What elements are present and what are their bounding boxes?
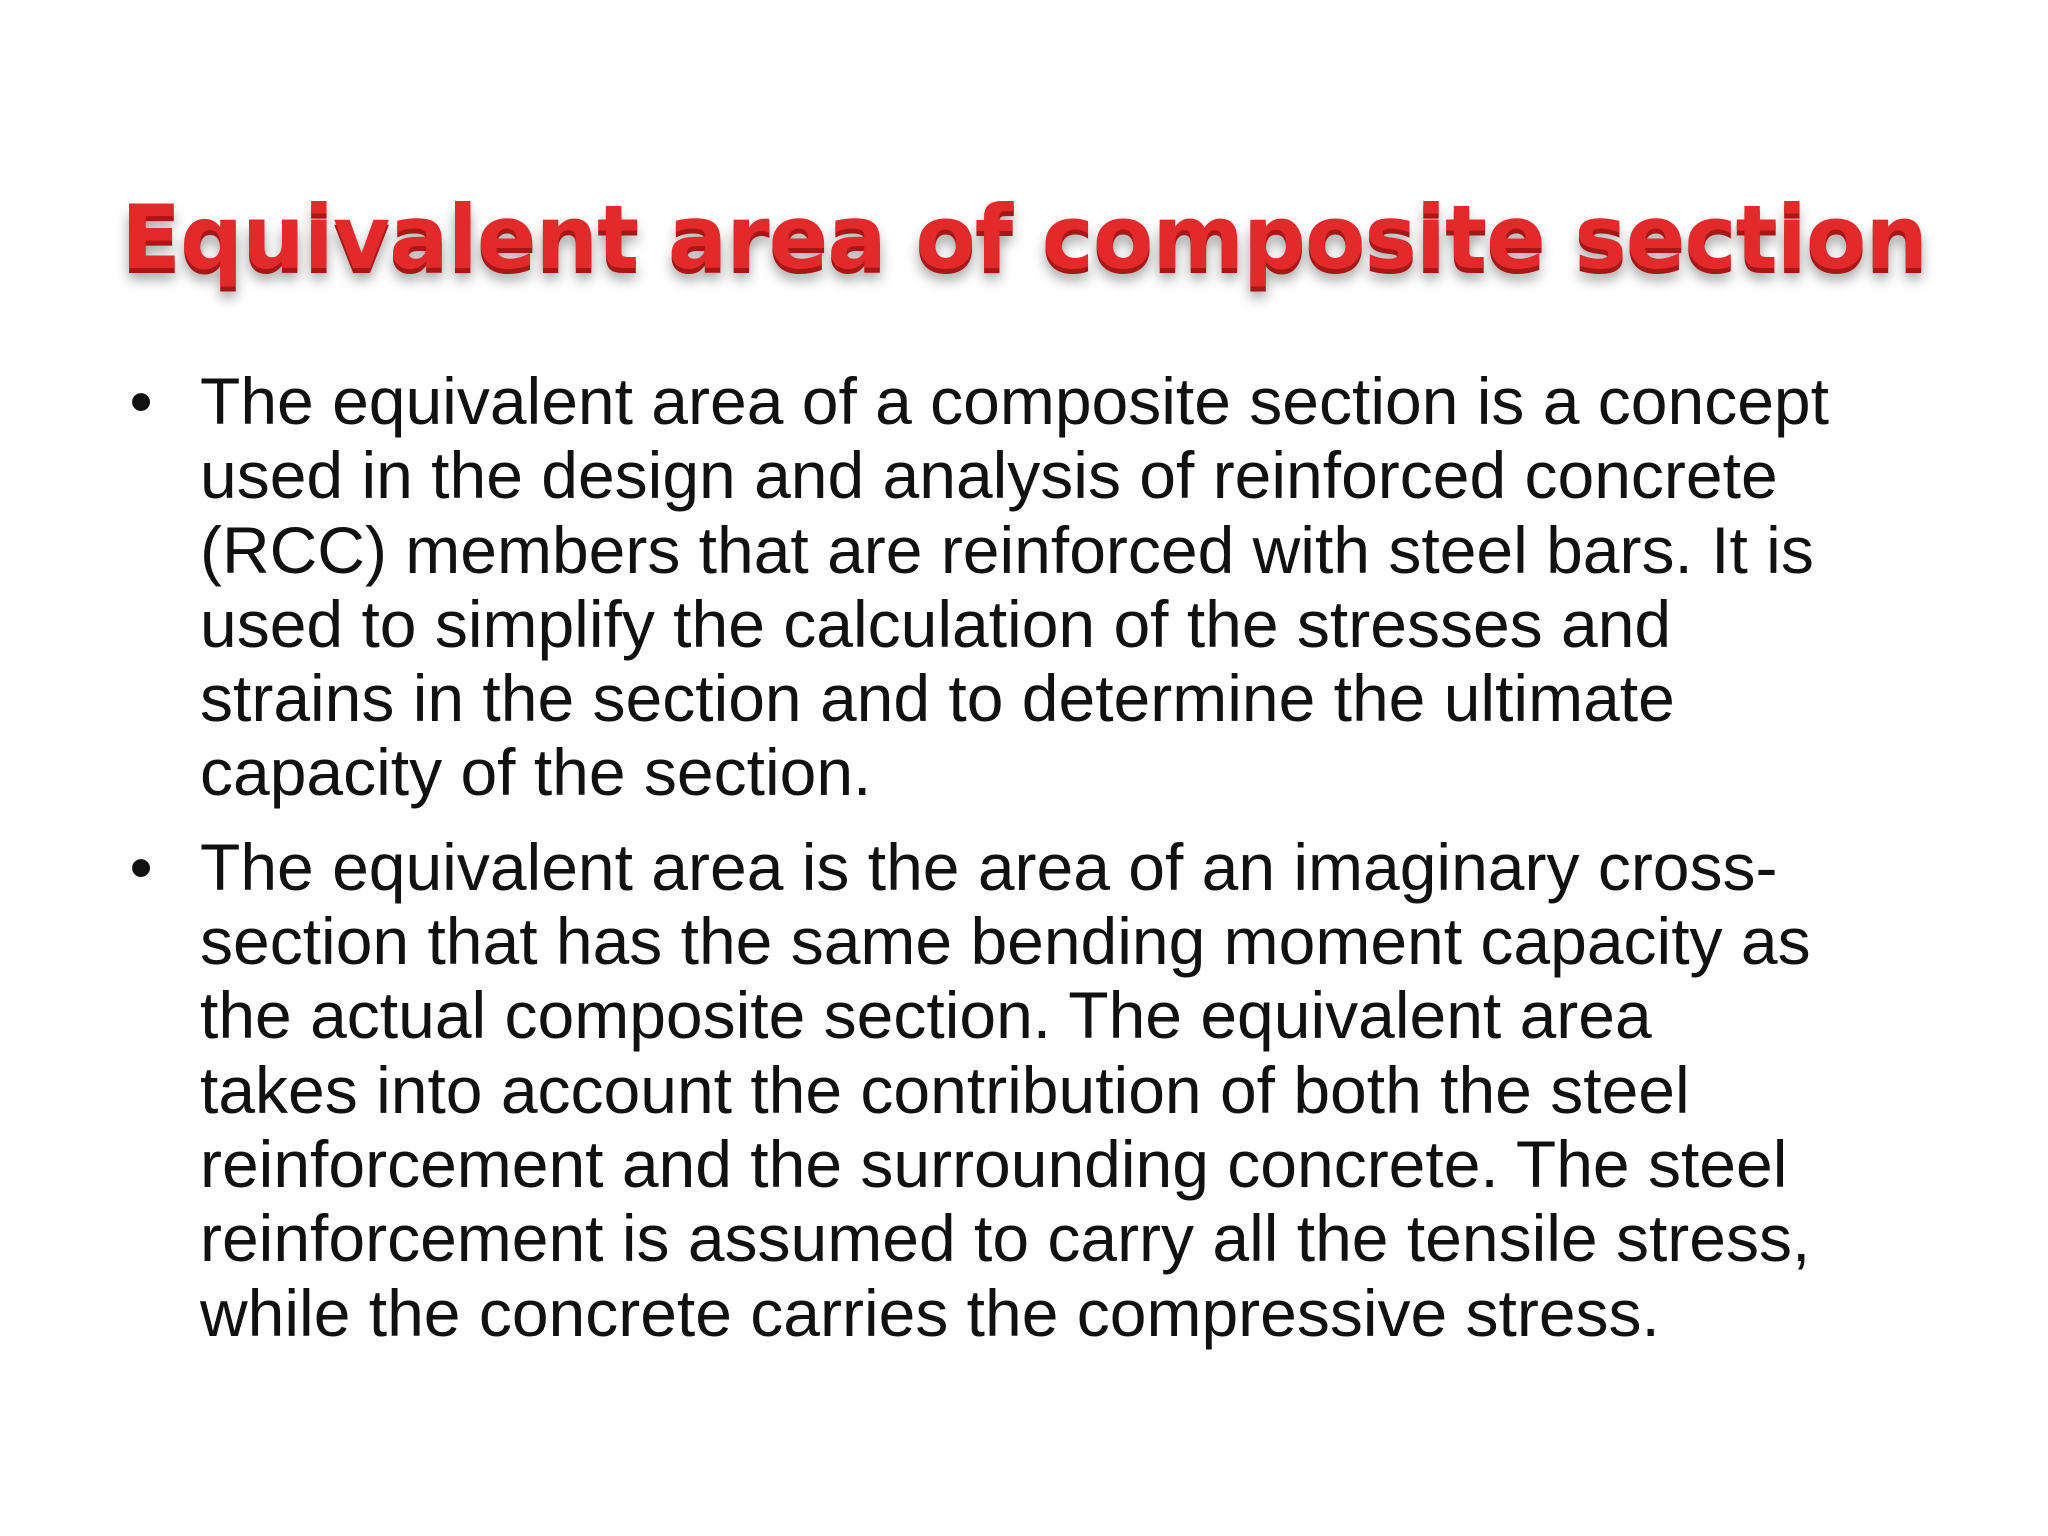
bullet-line: the actual composite section. The equivalent area <box>200 978 1652 1053</box>
bullet-line: used in the design and analysis of reinforced concrete <box>200 438 1778 513</box>
bullet-line: (RCC) members that are reinforced with steel bars. It is <box>200 512 1814 587</box>
bullet-line: The equivalent area is the area of an imaginary cross- <box>200 829 1778 904</box>
bullet-dot: • <box>129 364 153 438</box>
bullet-line: The equivalent area of a composite section is a concept <box>200 364 1829 438</box>
bullet-line: reinforcement is assumed to carry all the tensile stress, <box>200 1201 1811 1276</box>
bullet-line: strains in the section and to determine the ultimate <box>200 661 1675 736</box>
bullet-item <box>129 364 1960 810</box>
slide-title: Equivalent area of composite section <box>121 186 1927 289</box>
bullet-line: section that has the same bending moment capacity as <box>200 904 1811 979</box>
bullet-line: takes into account the contribution of both the steel <box>200 1052 1690 1127</box>
bullet-item <box>129 829 1960 1350</box>
bullet-line: used to simplify the calculation of the stresses and <box>200 586 1672 661</box>
bullet-line: capacity of the section. <box>200 735 872 810</box>
bullet-list <box>129 364 1960 1370</box>
bullet-line: reinforcement and the surrounding concrete. The steel <box>200 1126 1788 1201</box>
bullet-line: while the concrete carries the compressive stress. <box>200 1275 1660 1350</box>
bullet-dot: • <box>129 829 153 904</box>
